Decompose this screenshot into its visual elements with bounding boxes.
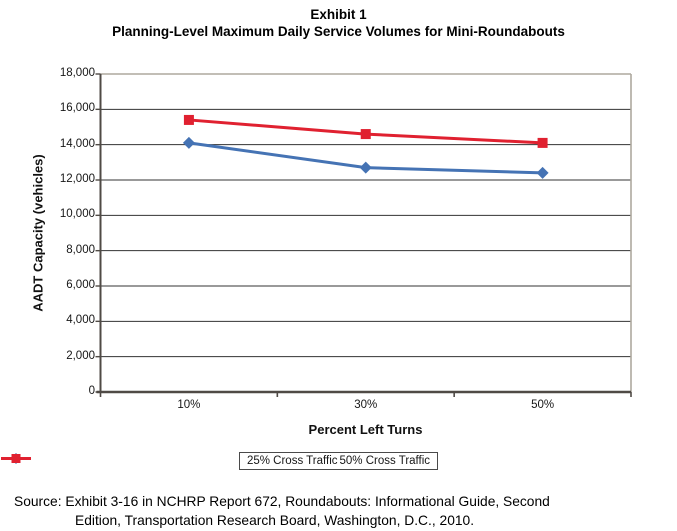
chart-title-line2: Planning-Level Maximum Daily Service Volumes for Mini-Roundabouts: [112, 24, 565, 39]
y-tick-label: 8,000: [66, 243, 95, 256]
x-tick-label: 50%: [531, 399, 555, 411]
y-tick-label: 14,000: [59, 137, 95, 150]
diamond-marker-icon: [183, 137, 195, 149]
y-tick-label: 18,000: [59, 67, 95, 79]
chart-title-line1: Exhibit 1: [310, 7, 367, 22]
square-marker-icon: [0, 452, 32, 465]
source-line2: Edition, Transportation Research Board, Washington, D.C., 2010.: [75, 513, 475, 528]
legend-item: [340, 455, 431, 467]
y-tick-label: 16,000: [59, 102, 95, 115]
diamond-marker-icon: [537, 167, 549, 179]
y-tick-label: 10,000: [59, 208, 95, 221]
legend-label: 25% Cross Traffic: [246, 455, 338, 467]
chart-legend: [239, 452, 438, 470]
legend-item: [247, 455, 338, 467]
diamond-marker-icon: [360, 162, 372, 174]
x-axis-title: Percent Left Turns: [308, 422, 423, 437]
y-axis-title: AADT Capacity (vehicles): [30, 154, 46, 312]
source-citation: [14, 492, 664, 530]
y-tick-label: 0: [88, 385, 95, 397]
x-tick-label: 10%: [177, 399, 201, 411]
source-line1: Source: Exhibit 3-16 in NCHRP Report 672, Roundabouts: Informational Guide, Second: [14, 494, 550, 509]
chart-legend-wrap: [0, 452, 677, 470]
square-marker-icon: [538, 138, 548, 148]
x-tick-label: 30%: [354, 399, 378, 411]
square-marker-icon: [184, 115, 194, 125]
y-tick-label: 4,000: [66, 314, 95, 327]
legend-label: 50% Cross Traffic: [339, 455, 431, 467]
square-marker-icon: [361, 129, 371, 139]
y-tick-label: 12,000: [59, 173, 95, 185]
y-tick-label: 6,000: [66, 279, 95, 291]
y-tick-label: 2,000: [66, 349, 95, 362]
